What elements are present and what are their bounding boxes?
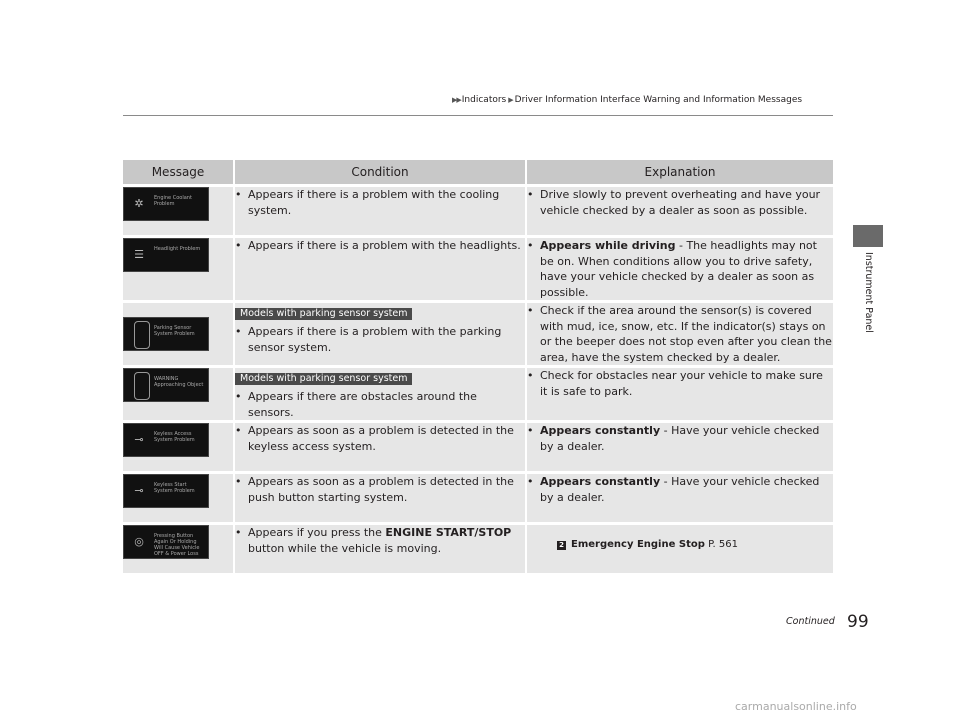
bullet-icon: • <box>527 369 534 382</box>
condition-text: button while the vehicle is moving. <box>248 541 442 555</box>
coolant-icon: ✲ <box>134 197 144 210</box>
message-screen <box>123 474 209 508</box>
explanation-text: Drive slowly to prevent overheating and have your vehicle checked by a dealer as soon as possible. <box>540 188 821 217</box>
explanation-cell <box>525 368 833 420</box>
car-sensor-icon <box>134 372 150 400</box>
explanation-bold: Appears constantly <box>540 424 661 437</box>
model-tag: Models with parking sensor system <box>235 308 412 320</box>
message-screen <box>123 238 209 272</box>
message-screen <box>123 187 209 221</box>
condition-text: Appears as soon as a problem is detected in the push button starting system. <box>248 475 514 504</box>
message-screen <box>123 368 209 402</box>
condition-cell <box>233 423 525 471</box>
table-row <box>123 368 833 420</box>
explanation-bold: Appears constantly <box>540 475 661 488</box>
explanation-text: - Have your vehicle checked by a dealer. <box>540 424 820 453</box>
explanation-cell <box>525 474 833 522</box>
message-screen <box>123 525 209 559</box>
section-tab <box>853 225 883 247</box>
explanation-text: - Have your vehicle checked by a dealer. <box>540 475 820 504</box>
reference-page: P. 561 <box>704 539 738 550</box>
screen-text: Headlight Problem <box>154 246 201 252</box>
bullet-icon: • <box>527 239 534 252</box>
condition-text: Appears if there is a problem with the parking sensor system. <box>248 325 502 354</box>
message-cell <box>123 303 233 365</box>
condition-bold: ENGINE START/STOP <box>385 526 512 539</box>
condition-text: Appears if there is a problem with the cooling system. <box>248 188 500 217</box>
breadcrumb-part2: Driver Information Interface Warning and Information Messages <box>514 95 803 105</box>
bullet-icon: • <box>235 424 242 437</box>
car-sensor-icon <box>134 321 150 349</box>
cross-reference-link[interactable] <box>527 525 833 553</box>
bullet-icon: • <box>527 304 534 317</box>
bullet-icon: • <box>235 475 242 488</box>
condition-cell <box>233 525 525 573</box>
model-tag: Models with parking sensor system <box>235 373 412 385</box>
condition-cell <box>233 474 525 522</box>
condition-cell <box>233 238 525 300</box>
message-cell <box>123 187 233 235</box>
headlight-icon: ☰ <box>134 248 144 261</box>
watermark: carmanualsonline.info <box>735 700 857 713</box>
header-explanation: Explanation <box>525 160 833 184</box>
table-row <box>123 303 833 365</box>
bullet-icon: • <box>235 526 242 539</box>
table-row <box>123 423 833 471</box>
section-label: Instrument Panel <box>863 252 874 333</box>
bullet-icon: • <box>235 390 242 403</box>
header-rule <box>123 115 833 116</box>
bullet-icon: • <box>235 325 242 338</box>
explanation-cell <box>525 423 833 471</box>
message-cell <box>123 238 233 300</box>
breadcrumb-arrow-icon: ▶▶ <box>452 96 461 104</box>
continued-label: Continued <box>786 616 835 627</box>
screen-text: Keyless Access System Problem <box>154 431 195 443</box>
table-row <box>123 525 833 573</box>
bullet-icon: • <box>235 188 242 201</box>
condition-cell <box>233 368 525 420</box>
message-screen <box>123 423 209 457</box>
message-cell <box>123 474 233 522</box>
condition-text: Appears if there are obstacles around the sensors. <box>248 390 477 419</box>
message-screen <box>123 317 209 351</box>
explanation-cell <box>525 525 833 573</box>
explanation-text: Check if the area around the sensor(s) is covered with mud, ice, snow, etc. If the indicator(s) stays on or the beeper does not stop even after you clean the area, have the system checked by a dealer. <box>540 304 832 364</box>
bullet-icon: • <box>527 475 534 488</box>
bullet-icon: • <box>235 239 242 252</box>
table-row <box>123 187 833 235</box>
condition-text: Appears if there is a problem with the headlights. <box>248 239 521 252</box>
breadcrumb-part1: Indicators <box>461 95 507 105</box>
explanation-text: Check for obstacles near your vehicle to make sure it is safe to park. <box>540 369 823 398</box>
explanation-cell <box>525 238 833 300</box>
table-header-row <box>123 160 833 184</box>
reference-title: Emergency Engine Stop <box>571 539 705 550</box>
table-row <box>123 474 833 522</box>
explanation-text: - The headlights may not be on. When conditions allow you to drive safety, have your vehicle checked by a dealer as soon as possible. <box>540 239 817 299</box>
bullet-icon: • <box>527 188 534 201</box>
explanation-cell <box>525 303 833 365</box>
power-button-icon: ◎ <box>134 535 144 548</box>
message-cell <box>123 525 233 573</box>
messages-table <box>123 157 833 576</box>
breadcrumb <box>452 95 802 105</box>
table-row <box>123 238 833 300</box>
condition-cell <box>233 303 525 365</box>
breadcrumb-arrow-icon: ▶ <box>508 96 513 104</box>
bullet-icon: • <box>527 424 534 437</box>
key-icon: ⊸ <box>134 484 144 497</box>
message-cell <box>123 423 233 471</box>
condition-text: Appears as soon as a problem is detected in the keyless access system. <box>248 424 514 453</box>
condition-cell <box>233 187 525 235</box>
reference-arrow-icon: 2 <box>557 541 566 550</box>
header-message: Message <box>123 160 233 184</box>
message-cell <box>123 368 233 420</box>
explanation-cell <box>525 187 833 235</box>
screen-text: WARNING Approaching Object <box>154 376 204 388</box>
condition-text: Appears if you press the <box>248 526 386 539</box>
header-condition: Condition <box>233 160 525 184</box>
key-icon: ⊸ <box>134 433 144 446</box>
screen-text: Parking Sensor System Problem <box>154 325 195 337</box>
screen-text: Keyless Start System Problem <box>154 482 195 494</box>
explanation-bold: Appears while driving <box>540 239 676 252</box>
page-number: 99 <box>847 612 869 632</box>
screen-text: Engine Coolant Problem <box>154 195 192 207</box>
screen-text: Pressing Button Again Or Holding Will Cause Vehicle OFF & Power Loss <box>154 533 200 557</box>
